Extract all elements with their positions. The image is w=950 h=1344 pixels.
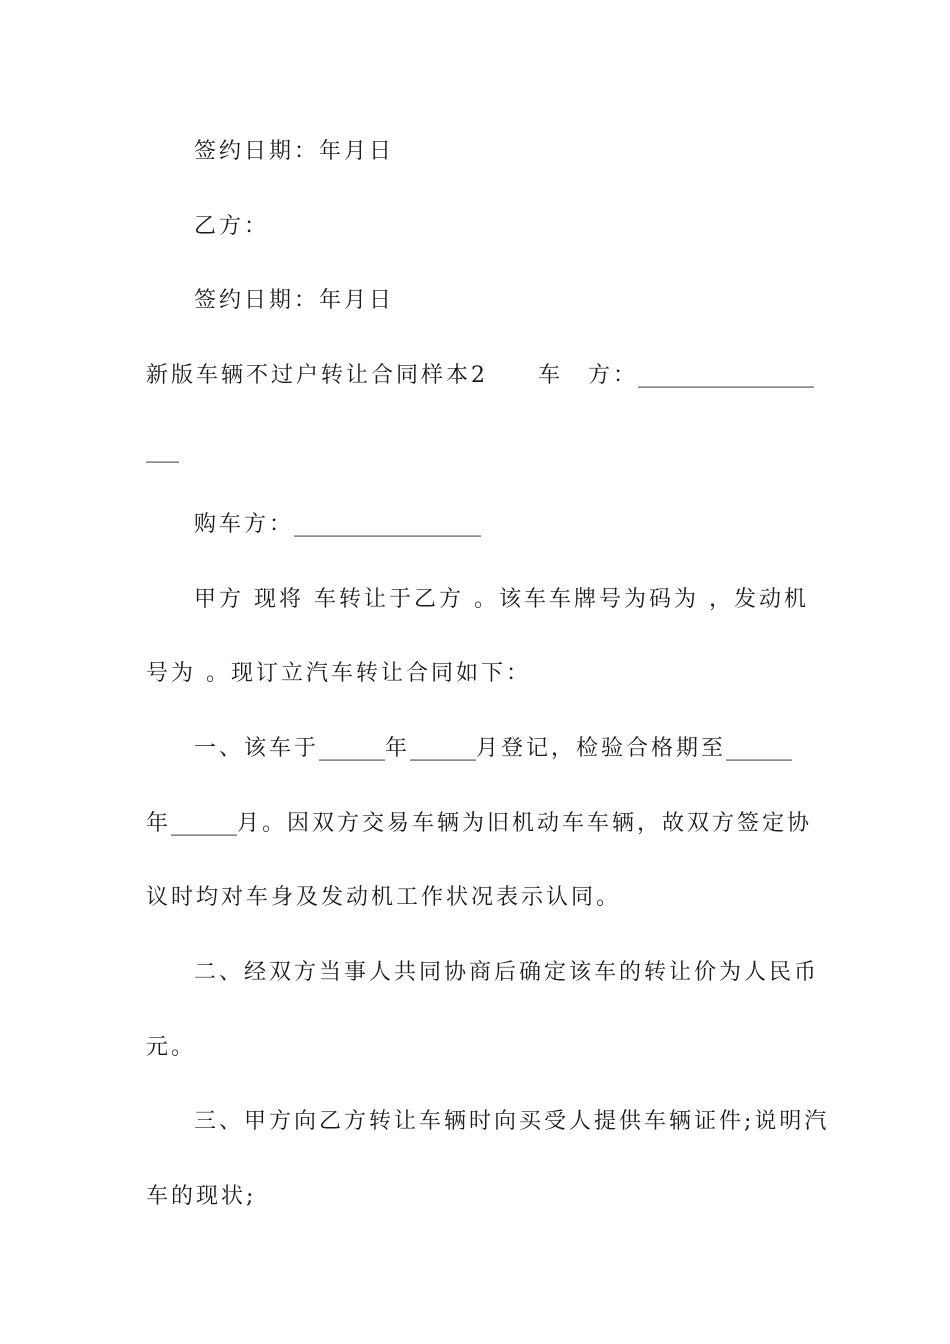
text: 一、该车于 bbox=[194, 736, 320, 761]
signing-date-line-2 bbox=[194, 286, 806, 316]
text: 号为 。现订立汽车转让合同如下： bbox=[146, 661, 531, 686]
text: 月登记，检验合格期至 bbox=[476, 736, 727, 761]
party-b-line bbox=[194, 212, 806, 242]
text: 年 bbox=[385, 736, 411, 761]
text: 三、甲方向乙方转让车辆时向买受人提供车辆证件;说明汽 bbox=[194, 1109, 830, 1134]
text: 二、经双方当事人共同协商后确定该车的转让价为人民币 bbox=[194, 960, 820, 985]
valid-month-blank: ______ bbox=[171, 811, 238, 836]
clause-1-line-3 bbox=[146, 883, 806, 913]
contract-title-line bbox=[146, 361, 814, 391]
text: 车的现状; bbox=[146, 1184, 257, 1209]
text: 月。因双方交易车辆为旧机动车车辆，故双方签定协 bbox=[237, 811, 813, 836]
text: 年 bbox=[146, 811, 172, 836]
text: 乙方： bbox=[194, 214, 270, 239]
buyer-label: 购车方： bbox=[194, 512, 295, 537]
paragraph-intro-line-2 bbox=[146, 659, 806, 689]
text: 元。 bbox=[146, 1035, 197, 1060]
clause-3-line-2 bbox=[146, 1182, 806, 1212]
paragraph-intro-line-1 bbox=[194, 585, 809, 615]
clause-2-line-2 bbox=[146, 1033, 806, 1063]
clause-2-line-1 bbox=[194, 958, 820, 988]
clause-1-line-1 bbox=[194, 734, 806, 764]
contract-title: 新版车辆不过户转让合同样本2 车 方： bbox=[146, 363, 638, 388]
buyer-blank: _________________ bbox=[294, 512, 482, 537]
reg-month-blank: ______ bbox=[410, 736, 477, 761]
text: 甲方 现将 车转让于乙方 。该车车牌号为码为 ，发动机 bbox=[194, 587, 809, 612]
clause-1-line-2 bbox=[146, 809, 813, 839]
valid-year-blank: ______ bbox=[726, 736, 793, 761]
buyer-line bbox=[194, 510, 806, 540]
signing-date-line-1 bbox=[194, 137, 806, 167]
seller-blank-continuation bbox=[146, 436, 806, 466]
text: 议时均对车身及发动机工作状况表示认同。 bbox=[146, 885, 622, 910]
seller-blank: ________________ bbox=[638, 363, 814, 388]
reg-year-blank: ______ bbox=[319, 736, 386, 761]
seller-blank-tail: ___ bbox=[146, 438, 179, 463]
text: 签约日期：年月日 bbox=[194, 288, 395, 313]
clause-3-line-1 bbox=[194, 1107, 830, 1137]
text: 签约日期：年月日 bbox=[194, 139, 395, 164]
